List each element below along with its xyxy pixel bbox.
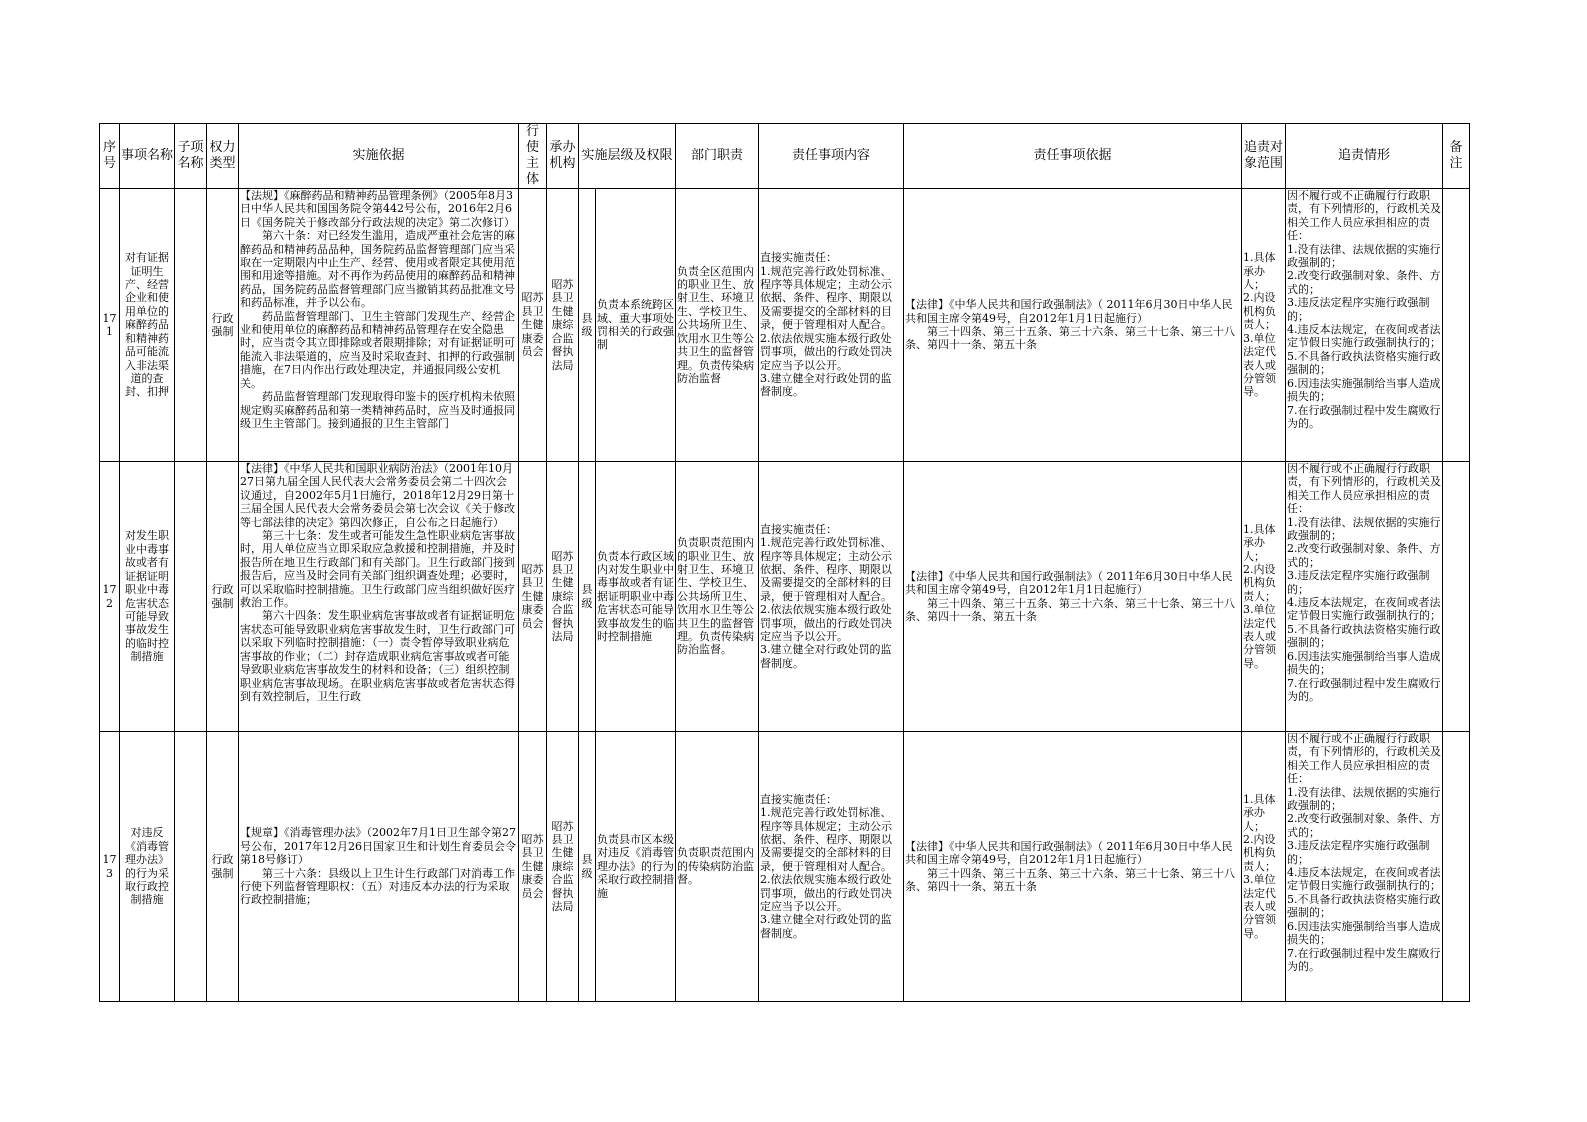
row-duty: 负责职责范围内的职业卫生、放射卫生、环境卫生、学校卫生、公共场所卫生、饮用水卫生等公共卫生的监督管理。负责传染病防治监督。 [676, 462, 759, 732]
header-name: 事项名称 [120, 124, 175, 189]
row-basis [239, 732, 519, 1002]
row-agency: 昭苏县卫生健康综合监督执法局 [547, 462, 579, 732]
header-remark: 备注 [1443, 124, 1470, 189]
header-no: 序号 [100, 124, 120, 189]
row-resp-basis [904, 732, 1242, 1002]
header-basis: 实施依据 [239, 124, 519, 189]
row-no: 172 [100, 462, 120, 732]
basis-para: 药品监督管理部门发现取得印鉴卡的医疗机构未依照规定购买麻醉药品和第一类精神药品时，应当及时通报同级卫生主管部门。接到通报的卫生主管部门 [240, 390, 515, 430]
row-situations [1286, 732, 1443, 1002]
situations-text: 因不履行或不正确履行行政职责，有下列情形的，行政机关及相关工作人员应承担相应的责任： 1.没有法律、法规依据的实施行政强制的； 2.改变行政强制对象、条件、方式的； 3.违反法定程序实施行政强制的； 4.违反本法规定，在夜间或者法定节假日实施行政强制执行的； 5.不具备行政执法资格实施行政强制的； 6.因违法实施强制给当事人造成损失的； 7.在行政强制过程中发生腐败行为的。 [1287, 462, 1442, 703]
row-content: 直接实施责任： 1.规范完善行政处罚标准、程序等具体规定；主动公示依据、条件、程序、期限以及需要提交的全部材料的目录，便于管理相对人配合。 2.依法依规实施本级行政处罚事项，做出的行政处罚决定应当予以公开。 3.建立健全对行政处罚的监督制度。 [759, 189, 904, 462]
row-basis [239, 462, 519, 732]
basis-para: 第三十七条：发生或者可能发生急性职业病危害事故时，用人单位应当立即采取应急救援和控制措施，并及时报告所在地卫生行政部门和有关部门。卫生行政部门接到报告后，应当及时会同有关部门组织调查处理；必要时，可以采取临时控制措施。卫生行政部门应当组织做好医疗救治工作。 [240, 529, 515, 610]
row-scope: 1.具体承办人； 2.内设机构负责人； 3.单位法定代表人或分管领导。 [1242, 189, 1286, 462]
row-authority: 负责本行政区域内对发生职业中毒事故或者有证据证明职业中毒危害状态可能导致事故发生的临时控制措施 [596, 462, 676, 732]
resp-basis-articles: 第三十四条、第三十五条、第三十六条、第三十七条、第三十八条、第四十一条、第五十条 [905, 325, 1236, 352]
row-type: 行政强制 [207, 462, 239, 732]
row-situations [1286, 189, 1443, 462]
resp-basis-law: 【法律】《中华人民共和国行政强制法》（ 2011年6月30日中华人民共和国主席令第49号，自2012年1月1日起施行） [905, 569, 1233, 597]
row-scope: 1.具体承办人； 2.内设机构负责人； 3.单位法定代表人或分管领导。 [1242, 732, 1286, 1002]
basis-para: 第六十条：对已经发生滥用，造成严重社会危害的麻醉药品和精神药品品种，国务院药品监督管理部门应当采取在一定期限内中止生产、经营、使用或者限定其使用范围和用途等措施。对不再作为药品使用的麻醉药品和精神药品，国务院药品监督管理部门应当撤销其药品批准文号和药品标准，并予以公布。 [240, 229, 515, 310]
row-name: 对有证据证明生产、经营企业和使用单位的麻醉药品和精神药品可能流入非法渠道的查封、扣押 [120, 189, 175, 462]
row-level: 县级 [579, 462, 596, 732]
header-subname: 子项名称 [175, 124, 207, 189]
row-subject: 昭苏县卫生健康委员会 [519, 732, 547, 1002]
row-name: 对发生职业中毒事故或者有证据证明职业中毒危害状态可能导致事故发生的临时控制措施 [120, 462, 175, 732]
table-row [100, 189, 1470, 462]
row-duty: 负责职责范围内的传染病防治监督。 [676, 732, 759, 1002]
row-subject: 昭苏县卫生健康委员会 [519, 462, 547, 732]
row-basis [239, 189, 519, 462]
row-resp-basis [904, 462, 1242, 732]
row-authority: 负责县市区本级对违反《消毒管理办法》的行为采取行政控制措施 [596, 732, 676, 1002]
row-subname [175, 732, 207, 1002]
header-situations: 追责情形 [1286, 124, 1443, 189]
basis-para: 【法规】《麻醉药品和精神药品管理条例》（2005年8月3日中华人民共和国国务院令第442号公布，2016年2月6日《国务院关于修改部分行政法规的决定》第二次修订） [240, 189, 515, 229]
row-resp-basis [904, 189, 1242, 462]
row-duty: 负责全区范围内的职业卫生、放射卫生、环境卫生、学校卫生、公共场所卫生、饮用水卫生等公共卫生的监督管理。负责传染病防治监督 [676, 189, 759, 462]
header-resp-basis: 责任事项依据 [904, 124, 1242, 189]
basis-para: 第三十六条：县级以上卫生计生行政部门对消毒工作行使下列监督管理职权：（五）对违反本办法的行为采取行政控制措施； [240, 866, 515, 907]
table-row [100, 462, 1470, 732]
row-name: 对违反《消毒管理办法》的行为采取行政控制措施 [120, 732, 175, 1002]
situations-text: 因不履行或不正确履行行政职责，有下列情形的，行政机关及相关工作人员应承担相应的责任： 1.没有法律、法规依据的实施行政强制的； 2.改变行政强制对象、条件、方式的； 3.违反法定程序实施行政强制的； 4.违反本法规定，在夜间或者法定节假日实施行政强制执行的； 5.不具备行政执法资格实施行政强制的； 6.因违法实施强制给当事人造成损失的； 7.在行政强制过程中发生腐败行为的。 [1287, 189, 1442, 430]
row-subject: 昭苏县卫生健康委员会 [519, 189, 547, 462]
resp-basis-law: 【法律】《中华人民共和国行政强制法》（ 2011年6月30日中华人民共和国主席令第49号，自2012年1月1日起施行） [905, 839, 1233, 867]
header-subject: 行使主体 [519, 124, 547, 189]
row-subname [175, 462, 207, 732]
row-content: 直接实施责任： 1.规范完善行政处罚标准、程序等具体规定；主动公示依据、条件、程序、期限以及需要提交的全部材料的目录，便于管理相对人配合。 2.依法依规实施本级行政处罚事项，做出的行政处罚决定应当予以公开。 3.建立健全对行政处罚的监督制度。 [759, 732, 904, 1002]
header-duty: 部门职责 [676, 124, 759, 189]
row-level: 县级 [579, 189, 596, 462]
resp-basis-articles: 第三十四条、第三十五条、第三十六条、第三十七条、第三十八条、第四十一条、第五十条 [905, 866, 1236, 893]
row-type: 行政强制 [207, 732, 239, 1002]
basis-para: 药品监督管理部门、卫生主管部门发现生产、经营企业和使用单位的麻醉药品和精神药品管理存在安全隐患时，应当责令其立即排除或者限期排除；对有证据证明可能流入非法渠道的，应当及时采取查封、扣押的行政强制措施，在7日内作出行政处理决定，并通报同级公安机关。 [240, 309, 515, 390]
row-agency: 昭苏县卫生健康综合监督执法局 [547, 732, 579, 1002]
row-subname [175, 189, 207, 462]
row-no: 173 [100, 732, 120, 1002]
table-header-row [100, 124, 1470, 189]
header-scope: 追责对象范围 [1242, 124, 1286, 189]
header-level: 实施层级及权限 [579, 124, 676, 189]
basis-para: 第六十四条：发生职业病危害事故或者有证据证明危害状态可能导致职业病危害事故发生时，卫生行政部门可以采取下列临时控制措施：（一）责令暂停导致职业病危害事故的作业；（二）封存造成职业病危害事故或者可能导致职业病危害事故发生的材料和设备；（三）组织控制职业病危害事故现场。在职业病危害事故或者危害状态得到有效控制后，卫生行政 [240, 609, 515, 703]
row-content: 直接实施责任： 1.规范完善行政处罚标准、程序等具体规定；主动公示依据、条件、程序、期限以及需要提交的全部材料的目录，便于管理相对人配合。 2.依法依规实施本级行政处罚事项，做出的行政处罚决定应当予以公开。 3.建立健全对行政处罚的监督制度。 [759, 462, 904, 732]
row-remark [1443, 189, 1470, 462]
responsibility-table [99, 123, 1470, 1002]
table-row [100, 732, 1470, 1002]
header-type: 权力类型 [207, 124, 239, 189]
resp-basis-articles: 第三十四条、第三十五条、第三十六条、第三十七条、第三十八条、第四十一条、第五十条 [905, 596, 1236, 623]
basis-para: 【法律】《中华人民共和国职业病防治法》（2001年10月27日第九届全国人民代表大会常务委员会第二十四次会议通过，自2002年5月1日施行，2018年12月29日第十三届全国人民代表大会常务委员会第七次会议《关于修改等七部法律的决定》第四次修正，自公布之日起施行） [240, 462, 515, 529]
row-type: 行政强制 [207, 189, 239, 462]
row-remark [1443, 462, 1470, 732]
row-level: 县级 [579, 732, 596, 1002]
header-agency: 承办机构 [547, 124, 579, 189]
header-content: 责任事项内容 [759, 124, 904, 189]
row-situations [1286, 462, 1443, 732]
basis-para: 【规章】《消毒管理办法》（2002年7月1日卫生部令第27号公布，2017年12月26日国家卫生和计划生育委员会令第18号修订） [240, 826, 516, 867]
resp-basis-law: 【法律】《中华人民共和国行政强制法》（ 2011年6月30日中华人民共和国主席令第49号，自2012年1月1日起施行） [905, 298, 1233, 325]
row-agency: 昭苏县卫生健康综合监督执法局 [547, 189, 579, 462]
row-scope: 1.具体承办人； 2.内设机构负责人； 3.单位法定代表人或分管领导。 [1242, 462, 1286, 732]
row-remark [1443, 732, 1470, 1002]
situations-text: 因不履行或不正确履行行政职责，有下列情形的，行政机关及相关工作人员应承担相应的责任： 1.没有法律、法规依据的实施行政强制的； 2.改变行政强制对象、条件、方式的； 3.违反法定程序实施行政强制的； 4.违反本法规定，在夜间或者法定节假日实施行政强制执行的； 5.不具备行政执法资格实施行政强制的； 6.因违法实施强制给当事人造成损失的； 7.在行政强制过程中发生腐败行为的。 [1287, 732, 1442, 973]
row-authority: 负责本系统跨区域、重大事项处罚相关的行政强制 [596, 189, 676, 462]
row-no: 171 [100, 189, 120, 462]
